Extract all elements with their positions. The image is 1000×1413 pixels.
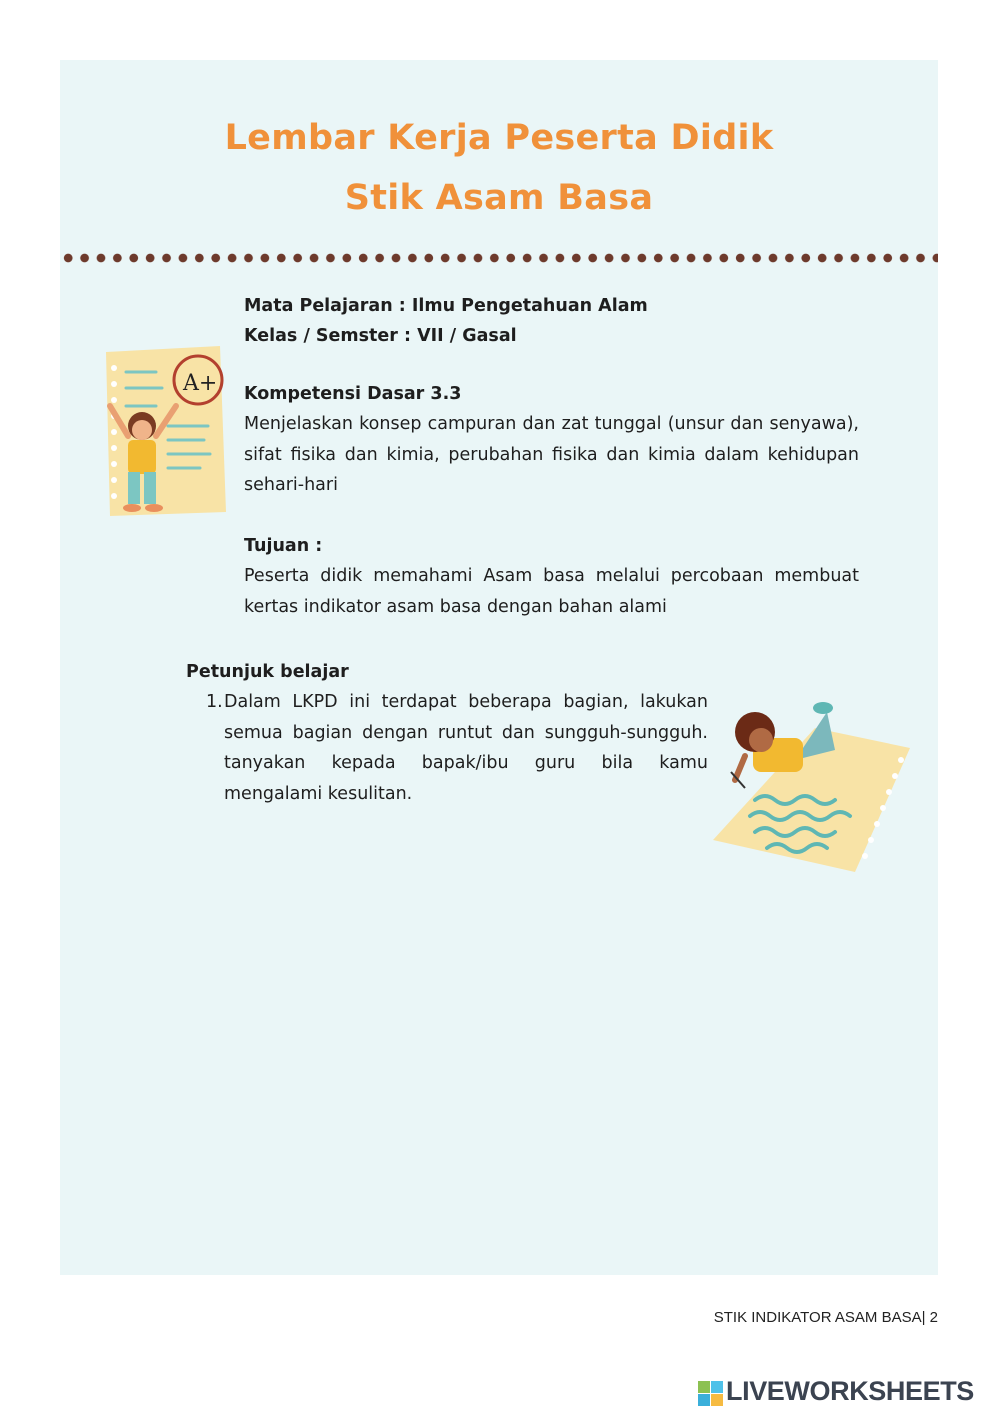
page-footer: STIK INDIKATOR ASAM BASA| 2: [713, 1309, 938, 1326]
subject-line: Mata Pelajaran : Ilmu Pengetahuan Alam: [244, 296, 648, 316]
kompetensi-text: Menjelaskan konsep campuran dan zat tunggal (unsur dan senyawa), sifat fisika dan kimia, perubahan fisika dan kimia dalam kehidupan sehari-hari: [244, 414, 859, 495]
student-cheering-illustration: [96, 344, 232, 520]
tujuan-text: Peserta didik memahami Asam basa melalui percobaan membuat kertas indikator asam basa dengan bahan alami: [244, 566, 859, 617]
student-writing-illustration: [705, 690, 915, 875]
class-line: Kelas / Semster : VII / Gasal: [244, 326, 517, 346]
page-title: Lembar Kerja Peserta Didik: [224, 118, 774, 158]
kompetensi-heading: Kompetensi Dasar 3.3: [244, 384, 462, 404]
petunjuk-item: Dalam LKPD ini terdapat beberapa bagian, lakukan semua bagian dengan runtut dan sungguh-sungguh. tanyakan kepada bapak/ibu guru bila kamu mengalami kesulitan.: [224, 692, 708, 804]
liveworksheets-logo-icon: [698, 1381, 724, 1407]
petunjuk-heading: Petunjuk belajar: [186, 662, 349, 682]
liveworksheets-watermark: [698, 1376, 998, 1409]
page-subtitle: Stik Asam Basa: [344, 178, 654, 218]
dotted-divider: [60, 252, 938, 264]
liveworksheets-brand: LIVEWORKSHEETS: [726, 1376, 974, 1406]
list-number: 1.: [206, 692, 223, 712]
tujuan-heading: Tujuan :: [244, 536, 323, 556]
grade-badge: A+: [183, 371, 218, 396]
